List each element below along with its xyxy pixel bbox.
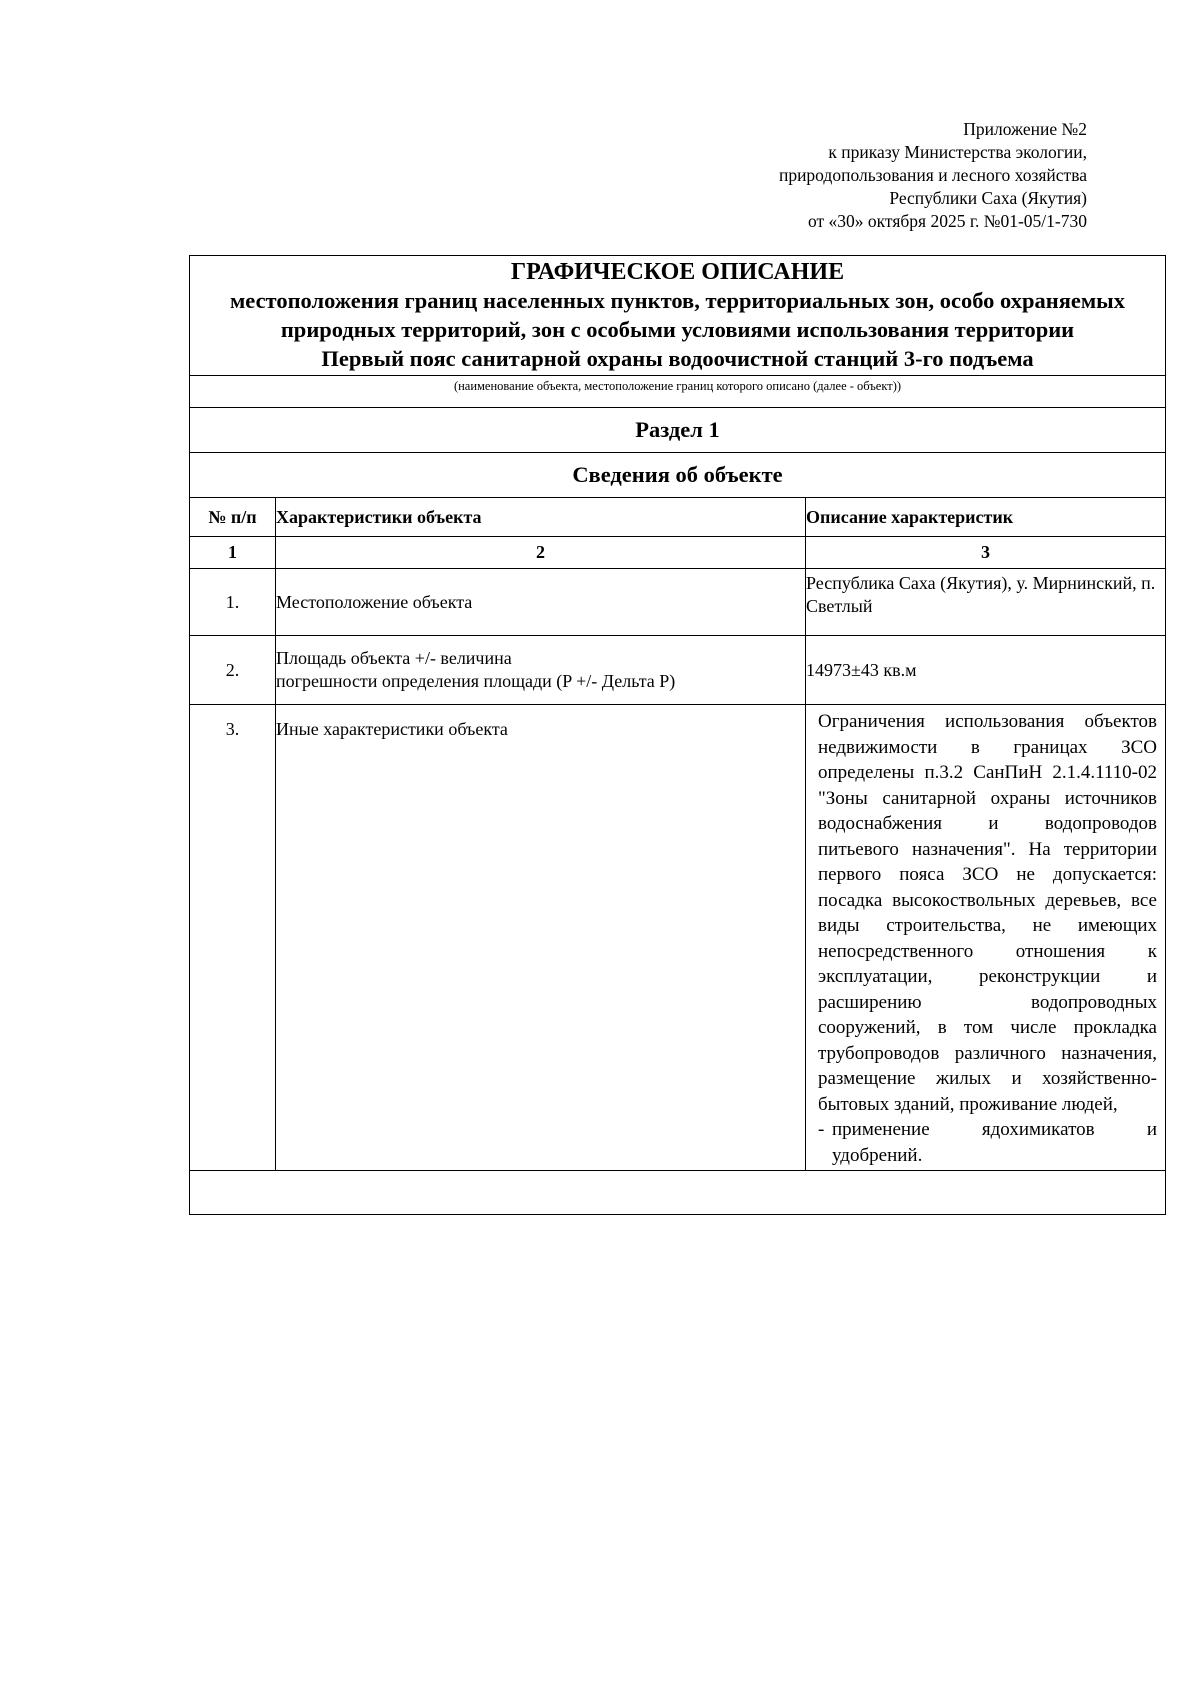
row-description	[806, 705, 1166, 1171]
row-characteristic: Иные характеристики объекта	[276, 705, 806, 1171]
appendix-line: от «30» октября 2025 г. №01-05/1-730	[807, 211, 1087, 231]
row-characteristic-line: Площадь объекта +/- величина	[276, 648, 512, 668]
document-subtitle: местоположения границ населенных пунктов, территориальных зон, особо охраняемых природных территорий, зон с особыми условиями использования территории	[229, 288, 1125, 342]
restrictions-bullet	[818, 1117, 1157, 1168]
header-number: № п/п	[190, 498, 276, 537]
row-characteristic-line: погрешности определения площади (P +/- Дельта P)	[276, 671, 676, 691]
header-row	[190, 498, 1166, 537]
row-description: 14973±43 кв.м	[806, 636, 1166, 705]
graphic-description-table	[189, 255, 1166, 1215]
title-row	[190, 256, 1166, 376]
header-characteristic: Характеристики объекта	[276, 498, 806, 537]
row-characteristic	[276, 636, 806, 705]
section-subtitle-row	[190, 453, 1166, 498]
bullet-dash: -	[818, 1119, 825, 1140]
object-name-caption: (наименование объекта, местоположение границ которого описано (далее - объект))	[190, 376, 1166, 408]
bullet-text: применение ядохимикатов и удобрений.	[832, 1119, 1157, 1166]
section-title: Раздел 1	[190, 408, 1166, 453]
appendix-line: к приказу Министерства экологии,	[828, 142, 1087, 162]
header-description: Описание характеристик	[806, 498, 1166, 537]
document-title: ГРАФИЧЕСКОЕ ОПИСАНИЕ	[510, 259, 845, 285]
row-number: 3.	[190, 705, 276, 1171]
appendix-line: Приложение №2	[963, 119, 1087, 139]
appendix-note	[779, 118, 1087, 233]
row-description: Республика Саха (Якутия), у. Мирнинский, п. Светлый	[806, 569, 1166, 636]
row-characteristic: Местоположение объекта	[276, 569, 806, 636]
caption-row	[190, 376, 1166, 408]
column-number: 3	[806, 537, 1166, 569]
appendix-line: природопользования и лесного хозяйства	[778, 165, 1087, 185]
row-number: 2.	[190, 636, 276, 705]
table-row	[190, 636, 1166, 705]
section-subtitle: Сведения об объекте	[190, 453, 1166, 498]
table-row	[190, 569, 1166, 636]
empty-cell	[190, 1171, 1166, 1215]
appendix-line: Республики Саха (Якутия)	[889, 188, 1087, 208]
section-title-row	[190, 408, 1166, 453]
title-block	[190, 256, 1166, 376]
row-number: 1.	[190, 569, 276, 636]
column-number: 1	[190, 537, 276, 569]
column-number-row	[190, 537, 1166, 569]
restrictions-text: Ограничения использования объектов недвижимости в границах ЗСО определены п.3.2 СанПиН 2.1.4.1110-02 "Зоны санитарной охраны источников водоснабжения и водопроводов питьевого назначения". На территории первого пояса ЗСО не допускается: посадка высокоствольных деревьев, все виды строительства, не имеющих непосредственного отношения к эксплуатации, реконструкции и расширению водопроводных сооружений, в том числе прокладка трубопроводов различного назначения, размещение жилых и хозяйственно-бытовых зданий, проживание людей,	[818, 711, 1157, 1115]
object-name: Первый пояс санитарной охраны водоочистной станций 3-го подъема	[321, 346, 1034, 371]
column-number: 2	[276, 537, 806, 569]
empty-footer-row	[190, 1171, 1166, 1215]
table-row	[190, 705, 1166, 1171]
